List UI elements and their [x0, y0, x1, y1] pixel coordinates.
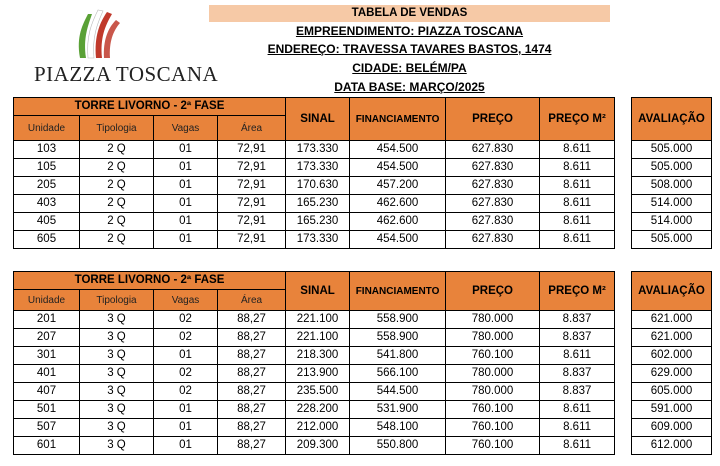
- table-row: [632, 195, 712, 213]
- cell-area: 72,91: [218, 177, 286, 195]
- cell-financiamento: 558.900: [350, 311, 446, 329]
- cell-avaliacao: 629.000: [632, 365, 712, 383]
- cell-financiamento: 558.900: [350, 329, 446, 347]
- cell-financiamento: 548.100: [350, 419, 446, 437]
- cell-area: 88,27: [218, 383, 286, 401]
- cell-preco: 780.000: [446, 383, 540, 401]
- table-row: [14, 437, 615, 455]
- cell-avaliacao: 591.000: [632, 401, 712, 419]
- cell-preco-m2: 8.611: [540, 419, 615, 437]
- empreendimento-line: EMPREENDIMENTO: PIAZZA TOSCANA: [295, 24, 524, 38]
- cell-vagas: 01: [154, 177, 218, 195]
- cell-preco: 627.830: [446, 231, 540, 249]
- cell-sinal: 165.230: [286, 195, 350, 213]
- cell-vagas: 02: [154, 365, 218, 383]
- cell-financiamento: 457.200: [350, 177, 446, 195]
- col-financiamento: FINANCIAMENTO: [350, 98, 446, 141]
- cell-sinal: 235.500: [286, 383, 350, 401]
- sales-table-3q: [13, 271, 615, 455]
- cell-preco-m2: 8.611: [540, 437, 615, 455]
- table-row: [632, 365, 712, 383]
- table-row: [632, 141, 712, 159]
- sales-table-2q: [13, 97, 615, 249]
- cell-tipologia: 3 Q: [80, 347, 154, 365]
- cell-sinal: 165.230: [286, 213, 350, 231]
- col-avaliacao: AVALIAÇÃO: [632, 272, 712, 311]
- cell-preco-m2: 8.611: [540, 195, 615, 213]
- cell-sinal: 173.330: [286, 231, 350, 249]
- cell-unidade: 207: [14, 329, 80, 347]
- cell-preco-m2: 8.611: [540, 177, 615, 195]
- cell-financiamento: 566.100: [350, 365, 446, 383]
- cell-area: 88,27: [218, 311, 286, 329]
- cell-unidade: 507: [14, 419, 80, 437]
- table-row: [632, 437, 712, 455]
- cell-area: 72,91: [218, 195, 286, 213]
- cell-sinal: 228.200: [286, 401, 350, 419]
- cell-area: 88,27: [218, 437, 286, 455]
- cell-preco-m2: 8.611: [540, 347, 615, 365]
- cell-area: 72,91: [218, 141, 286, 159]
- col-sinal: SINAL: [286, 272, 350, 311]
- cell-financiamento: 541.800: [350, 347, 446, 365]
- table-row: [632, 177, 712, 195]
- cell-sinal: 173.330: [286, 159, 350, 177]
- col-financiamento: FINANCIAMENTO: [350, 272, 446, 311]
- table-row: [632, 383, 712, 401]
- col-unidade: Unidade: [14, 116, 80, 141]
- table-row: [632, 347, 712, 365]
- cell-financiamento: 550.800: [350, 437, 446, 455]
- cell-area: 88,27: [218, 365, 286, 383]
- cell-unidade: 401: [14, 365, 80, 383]
- cell-preco: 760.100: [446, 419, 540, 437]
- tower-header: TORRE LIVORNO - 2ª FASE: [14, 272, 286, 290]
- cell-vagas: 02: [154, 311, 218, 329]
- cell-unidade: 605: [14, 231, 80, 249]
- cell-tipologia: 3 Q: [80, 311, 154, 329]
- cell-avaliacao: 621.000: [632, 329, 712, 347]
- cidade-line: CIDADE: BELÉM/PA: [352, 61, 467, 75]
- cell-preco-m2: 8.611: [540, 213, 615, 231]
- col-unidade: Unidade: [14, 290, 80, 311]
- table-row: [14, 177, 615, 195]
- cell-financiamento: 454.500: [350, 159, 446, 177]
- table-row: [14, 401, 615, 419]
- table-row: [632, 401, 712, 419]
- cell-unidade: 201: [14, 311, 80, 329]
- cell-vagas: 01: [154, 213, 218, 231]
- cell-avaliacao: 505.000: [632, 141, 712, 159]
- logo-flag-icon: [28, 6, 198, 66]
- cell-tipologia: 3 Q: [80, 383, 154, 401]
- cell-preco: 760.100: [446, 437, 540, 455]
- cell-preco: 627.830: [446, 195, 540, 213]
- cell-preco: 780.000: [446, 365, 540, 383]
- cell-preco: 627.830: [446, 177, 540, 195]
- document-title: TABELA DE VENDAS: [209, 5, 610, 22]
- cell-sinal: 221.100: [286, 311, 350, 329]
- cell-avaliacao: 602.000: [632, 347, 712, 365]
- cell-vagas: 02: [154, 329, 218, 347]
- endereco-line: ENDEREÇO: TRAVESSA TAVARES BASTOS, 1474: [267, 42, 552, 56]
- col-preco-m2: PREÇO M²: [540, 272, 615, 311]
- cell-preco: 627.830: [446, 141, 540, 159]
- cell-preco-m2: 8.611: [540, 159, 615, 177]
- cell-avaliacao: 505.000: [632, 159, 712, 177]
- cell-vagas: 01: [154, 347, 218, 365]
- cell-vagas: 01: [154, 419, 218, 437]
- cell-unidade: 403: [14, 195, 80, 213]
- col-sinal: SINAL: [286, 98, 350, 141]
- cell-area: 72,91: [218, 231, 286, 249]
- table-row: [632, 311, 712, 329]
- cell-sinal: 212.000: [286, 419, 350, 437]
- table-row: [632, 213, 712, 231]
- cell-avaliacao: 605.000: [632, 383, 712, 401]
- cell-vagas: 01: [154, 195, 218, 213]
- col-tipologia: Tipologia: [80, 290, 154, 311]
- table-row: [14, 383, 615, 401]
- logo-wordmark: PIAZZA TOSCANA: [34, 62, 219, 86]
- cell-sinal: 209.300: [286, 437, 350, 455]
- cell-sinal: 173.330: [286, 141, 350, 159]
- cell-tipologia: 3 Q: [80, 419, 154, 437]
- col-vagas: Vagas: [154, 290, 218, 311]
- cell-preco: 780.000: [446, 311, 540, 329]
- table-row: [14, 231, 615, 249]
- table-row: [14, 141, 615, 159]
- cell-preco-m2: 8.611: [540, 141, 615, 159]
- cell-tipologia: 2 Q: [80, 195, 154, 213]
- cell-avaliacao: 508.000: [632, 177, 712, 195]
- cell-area: 88,27: [218, 401, 286, 419]
- cell-tipologia: 3 Q: [80, 365, 154, 383]
- cell-vagas: 01: [154, 437, 218, 455]
- cell-tipologia: 3 Q: [80, 437, 154, 455]
- cell-financiamento: 454.500: [350, 141, 446, 159]
- cell-area: 88,27: [218, 329, 286, 347]
- cell-tipologia: 2 Q: [80, 159, 154, 177]
- cell-financiamento: 462.600: [350, 195, 446, 213]
- cell-preco: 760.100: [446, 347, 540, 365]
- cell-area: 72,91: [218, 213, 286, 231]
- cell-avaliacao: 514.000: [632, 195, 712, 213]
- table-row: [14, 213, 615, 231]
- avaliacao-table-2q: [631, 97, 712, 249]
- cell-sinal: 213.900: [286, 365, 350, 383]
- cell-tipologia: 2 Q: [80, 177, 154, 195]
- cell-unidade: 405: [14, 213, 80, 231]
- cell-avaliacao: 609.000: [632, 419, 712, 437]
- cell-area: 88,27: [218, 419, 286, 437]
- cell-vagas: 01: [154, 401, 218, 419]
- cell-area: 88,27: [218, 347, 286, 365]
- table-row: [632, 231, 712, 249]
- col-tipologia: Tipologia: [80, 116, 154, 141]
- cell-preco-m2: 8.837: [540, 329, 615, 347]
- table-row: [14, 419, 615, 437]
- table-row: [14, 347, 615, 365]
- cell-tipologia: 2 Q: [80, 141, 154, 159]
- col-preco: PREÇO: [446, 98, 540, 141]
- cell-preco: 627.830: [446, 213, 540, 231]
- table-row: [14, 311, 615, 329]
- cell-vagas: 01: [154, 141, 218, 159]
- cell-tipologia: 2 Q: [80, 231, 154, 249]
- cell-sinal: 218.300: [286, 347, 350, 365]
- cell-tipologia: 2 Q: [80, 213, 154, 231]
- cell-vagas: 01: [154, 231, 218, 249]
- tower-header: TORRE LIVORNO - 2ª FASE: [14, 98, 286, 116]
- cell-preco: 760.100: [446, 401, 540, 419]
- cell-avaliacao: 505.000: [632, 231, 712, 249]
- table-row: [14, 159, 615, 177]
- cell-unidade: 301: [14, 347, 80, 365]
- cell-sinal: 221.100: [286, 329, 350, 347]
- cell-preco-m2: 8.837: [540, 365, 615, 383]
- cell-unidade: 407: [14, 383, 80, 401]
- company-logo: [28, 6, 219, 86]
- cell-preco-m2: 8.837: [540, 311, 615, 329]
- cell-vagas: 02: [154, 383, 218, 401]
- cell-preco-m2: 8.837: [540, 383, 615, 401]
- table-row: [632, 159, 712, 177]
- cell-unidade: 105: [14, 159, 80, 177]
- cell-vagas: 01: [154, 159, 218, 177]
- cell-unidade: 103: [14, 141, 80, 159]
- cell-tipologia: 3 Q: [80, 329, 154, 347]
- col-area: Área: [218, 116, 286, 141]
- cell-financiamento: 462.600: [350, 213, 446, 231]
- table-row: [14, 329, 615, 347]
- col-area: Área: [218, 290, 286, 311]
- cell-financiamento: 454.500: [350, 231, 446, 249]
- cell-avaliacao: 621.000: [632, 311, 712, 329]
- cell-area: 72,91: [218, 159, 286, 177]
- cell-preco-m2: 8.611: [540, 231, 615, 249]
- table-row: [14, 365, 615, 383]
- table-row: [632, 329, 712, 347]
- table-row: [14, 195, 615, 213]
- cell-preco-m2: 8.611: [540, 401, 615, 419]
- cell-preco: 627.830: [446, 159, 540, 177]
- col-avaliacao: AVALIAÇÃO: [632, 98, 712, 141]
- col-preco-m2: PREÇO M²: [540, 98, 615, 141]
- cell-avaliacao: 612.000: [632, 437, 712, 455]
- table-row: [632, 419, 712, 437]
- cell-avaliacao: 514.000: [632, 213, 712, 231]
- cell-sinal: 170.630: [286, 177, 350, 195]
- avaliacao-table-3q: [631, 271, 712, 455]
- cell-financiamento: 544.500: [350, 383, 446, 401]
- cell-financiamento: 531.900: [350, 401, 446, 419]
- cell-unidade: 501: [14, 401, 80, 419]
- cell-tipologia: 3 Q: [80, 401, 154, 419]
- data-base-line: DATA BASE: MARÇO/2025: [334, 80, 485, 94]
- cell-preco: 780.000: [446, 329, 540, 347]
- cell-unidade: 205: [14, 177, 80, 195]
- col-vagas: Vagas: [154, 116, 218, 141]
- cell-unidade: 601: [14, 437, 80, 455]
- col-preco: PREÇO: [446, 272, 540, 311]
